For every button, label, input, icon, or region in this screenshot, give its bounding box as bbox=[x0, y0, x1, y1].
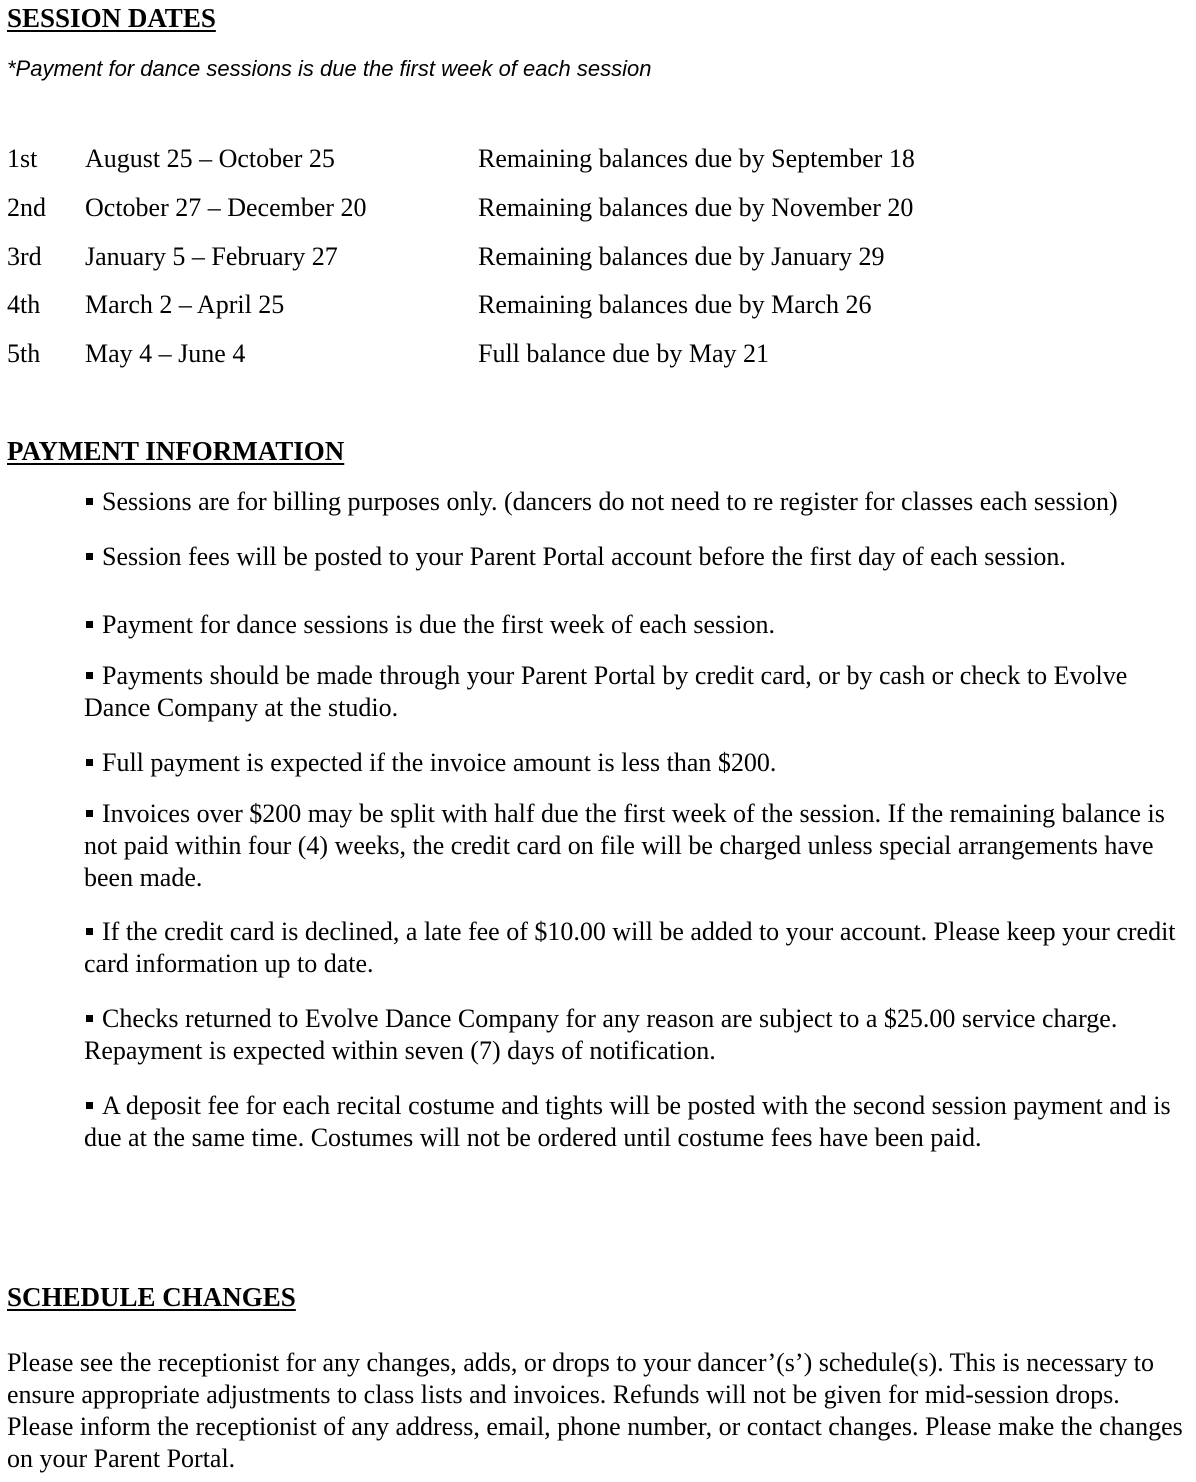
session-date-range: October 27 – December 20 bbox=[85, 193, 367, 222]
payment-bullet bbox=[84, 609, 1184, 641]
session-row bbox=[0, 287, 1196, 323]
bullet-square-icon bbox=[86, 498, 93, 505]
session-date-range: August 25 – October 25 bbox=[85, 144, 335, 173]
payment-bullet bbox=[84, 916, 1184, 980]
session-number: 5th bbox=[7, 339, 41, 368]
payment-bullet-text: Session fees will be posted to your Parent Portal account before the first day of each session. bbox=[102, 542, 1066, 571]
schedule-changes-paragraph: Please see the receptionist for any changes, adds, or drops to your dancer’(s’) schedule(s). This is necessary to ensure appropriate adjustments to class lists and invoices. Refunds will not be given for mid-session drops. Please inform the receptionist of any address, email, phone number, or contact changes. Please make the changes on your Parent Portal. bbox=[7, 1348, 1183, 1473]
session-date-range: March 2 – April 25 bbox=[85, 290, 285, 319]
session-balance-due: Remaining balances due by September 18 bbox=[478, 144, 915, 173]
session-number: 4th bbox=[7, 290, 41, 319]
payment-bullet bbox=[84, 486, 1184, 518]
payment-bullet-text: Payments should be made through your Parent Portal by credit card, or by cash or check to Evolve Dance Company at the studio. bbox=[84, 661, 1128, 722]
session-row bbox=[0, 239, 1196, 275]
payment-bullet-text: Payment for dance sessions is due the first week of each session. bbox=[102, 610, 775, 639]
payment-bullet-text: Full payment is expected if the invoice amount is less than $200. bbox=[102, 748, 777, 777]
payment-information-heading: PAYMENT INFORMATION bbox=[7, 436, 345, 466]
payment-bullet-text: If the credit card is declined, a late fee of $10.00 will be added to your account. Please keep your credit card information up to date. bbox=[84, 917, 1176, 978]
payment-bullet bbox=[84, 798, 1184, 894]
payment-bullet-text: Sessions are for billing purposes only. (dancers do not need to re register for classes each session) bbox=[102, 487, 1118, 516]
payment-bullet-text: A deposit fee for each recital costume and tights will be posted with the second session payment and is due at the same time. Costumes will not be ordered until costume fees have been paid. bbox=[84, 1091, 1171, 1152]
payment-bullet bbox=[84, 660, 1184, 724]
session-balance-due: Full balance due by May 21 bbox=[478, 339, 769, 368]
bullet-square-icon bbox=[86, 1015, 93, 1022]
session-row bbox=[0, 141, 1196, 177]
schedule-changes-heading: SCHEDULE CHANGES bbox=[7, 1282, 296, 1312]
session-payment-note: *Payment for dance sessions is due the first week of each session bbox=[7, 56, 652, 81]
payment-bullet bbox=[84, 1003, 1184, 1067]
session-balance-due: Remaining balances due by November 20 bbox=[478, 193, 914, 222]
session-date-range: May 4 – June 4 bbox=[85, 339, 246, 368]
bullet-square-icon bbox=[86, 928, 93, 935]
bullet-square-icon bbox=[86, 672, 93, 679]
payment-bullet bbox=[84, 1090, 1184, 1154]
payment-bullet bbox=[84, 541, 1184, 573]
bullet-square-icon bbox=[86, 553, 93, 560]
payment-bullet-text: Invoices over $200 may be split with half due the first week of the session. If the remaining balance is not paid within four (4) weeks, the credit card on file will be charged unless special arrangements have been made. bbox=[84, 799, 1165, 892]
session-number: 3rd bbox=[7, 242, 42, 271]
bullet-square-icon bbox=[86, 810, 93, 817]
payment-bullet bbox=[84, 747, 1184, 779]
session-row bbox=[0, 190, 1196, 226]
session-dates-heading: SESSION DATES bbox=[7, 3, 216, 33]
session-balance-due: Remaining balances due by January 29 bbox=[478, 242, 885, 271]
session-number: 2nd bbox=[7, 193, 46, 222]
bullet-square-icon bbox=[86, 759, 93, 766]
session-row bbox=[0, 336, 1196, 372]
bullet-square-icon bbox=[86, 1102, 93, 1109]
bullet-square-icon bbox=[86, 621, 93, 628]
session-balance-due: Remaining balances due by March 26 bbox=[478, 290, 872, 319]
session-number: 1st bbox=[7, 144, 38, 173]
session-date-range: January 5 – February 27 bbox=[85, 242, 338, 271]
payment-bullet-text: Checks returned to Evolve Dance Company for any reason are subject to a $25.00 service charge. Repayment is expected within seven (7) days of notification. bbox=[84, 1004, 1118, 1065]
